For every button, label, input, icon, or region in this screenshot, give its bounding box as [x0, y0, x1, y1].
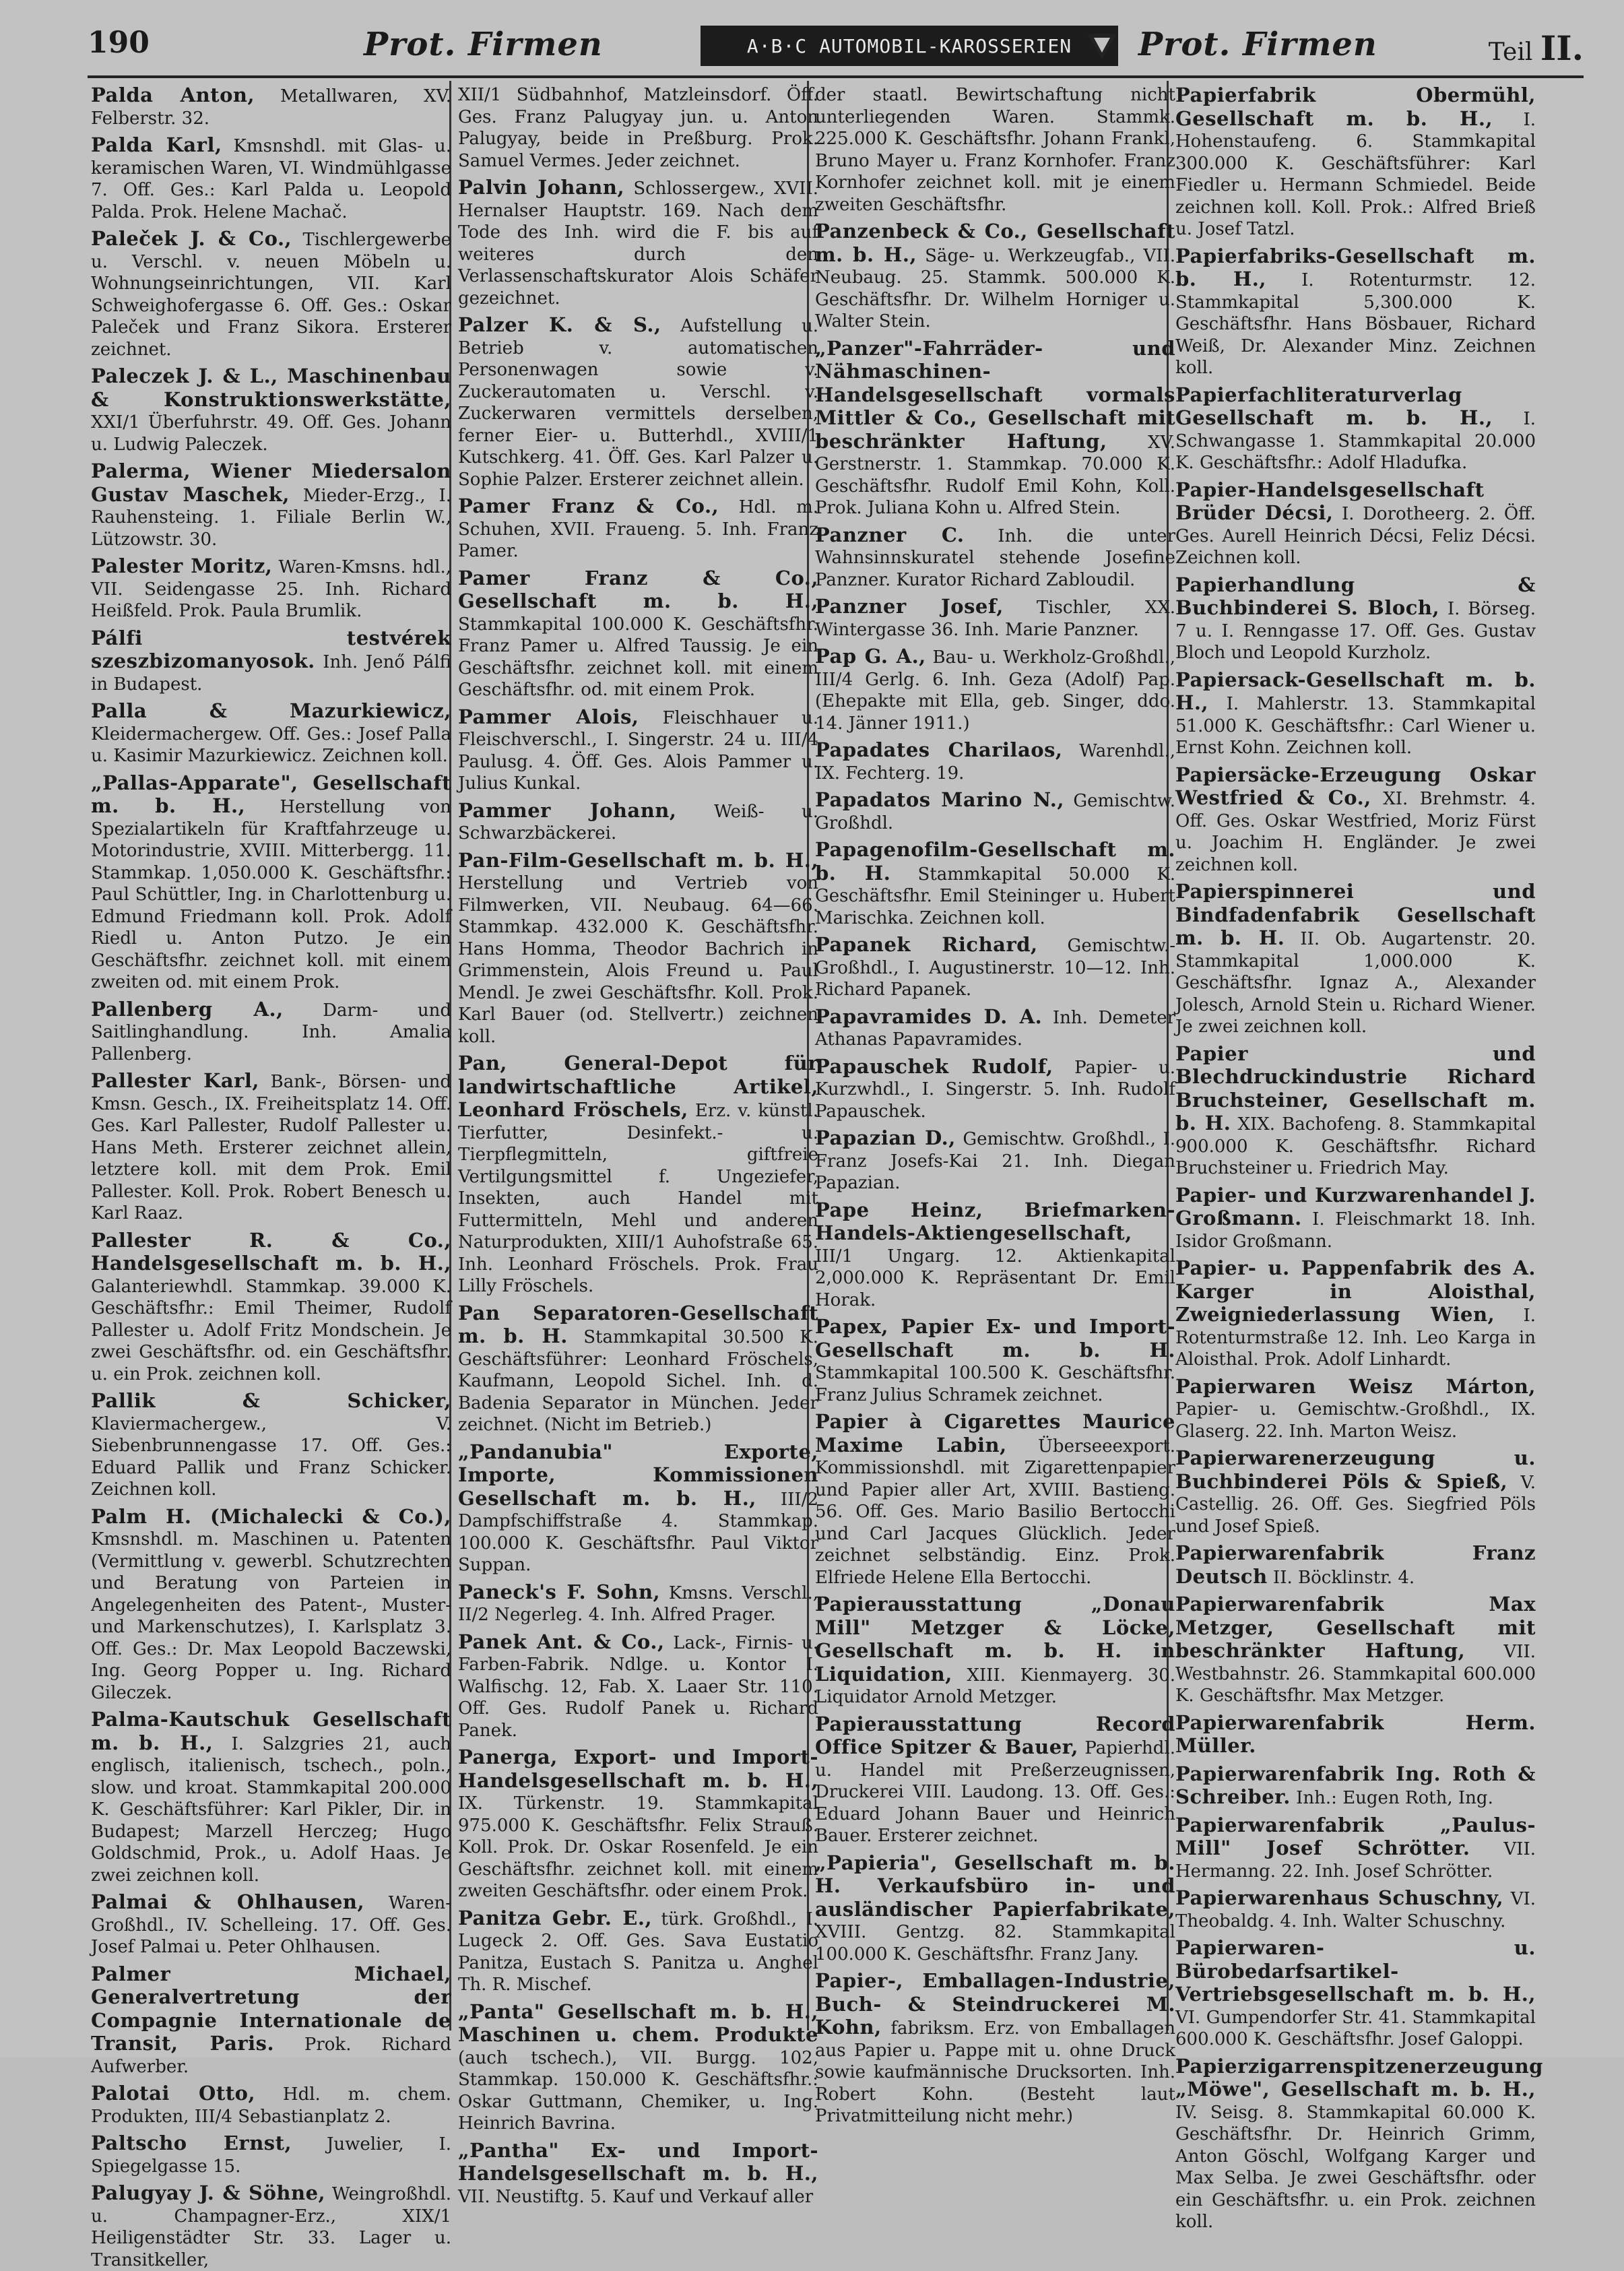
directory-entry	[458, 1581, 818, 1626]
directory-entry	[1175, 1887, 1536, 1932]
firm-details: XIII. Kienmayerg. 30. Liquidator Arnold Metzger.	[815, 1665, 1175, 1707]
directory-entry	[815, 524, 1175, 591]
directory-entry	[815, 338, 1175, 519]
directory-entry	[815, 1852, 1175, 1966]
firm-details: Mieder-Erzg., I. Rauhensteing. 1. Filiale Berlin W., Lützowstr. 30.	[91, 485, 451, 550]
directory-entry	[91, 627, 451, 696]
firm-name: Panek Ant. & Co.,	[458, 1630, 665, 1653]
directory-entry	[458, 177, 818, 309]
firm-name: Pallester R. & Co., Handelsgesellschaft m. b. H.,	[91, 1228, 451, 1275]
firm-name: Papier- und Kurzwarenhandel J. Großmann.	[1175, 1183, 1536, 1229]
directory-entry	[1175, 2054, 1543, 2233]
directory-entry	[458, 1441, 818, 1576]
firm-name: Papierfabrik Obermühl, Gesellschaft m. b. H.,	[1175, 84, 1536, 130]
directory-entry	[91, 1963, 451, 2078]
column-1	[91, 84, 452, 2270]
firm-name: Palerma, Wiener Miedersalon Gustav Maschek,	[91, 459, 451, 506]
directory-entry	[1175, 1763, 1536, 1810]
firm-details: I. Schwangasse 1. Stammkapital 20.000 K. Geschäftsfhr.: Adolf Hladufka.	[1175, 409, 1536, 473]
firm-name: Palugyay J. & Söhne,	[91, 2181, 326, 2204]
directory-entry	[91, 1229, 451, 1386]
directory-entry	[815, 645, 1175, 734]
firm-name: Pape Heinz, Briefmarken-Handels-Aktiengesellschaft,	[815, 1198, 1175, 1244]
firm-details: Hdl. m. chem. Produkten, III/4 Sebastianplatz 2.	[91, 2084, 451, 2127]
firm-details: XII/1 Südbahnhof, Matzleinsdorf. Öff. Ges. Franz Palugyay jun. u. Anton Palugyay, beide in Preßburg. Prok. Samuel Vermes. Jeder zeichnet.	[458, 85, 818, 171]
firm-details: Schlossergew., XVII. Hernalser Hauptstr. 169. Nach dem Tode des Inh. wird die F. bis auf weiteres durch den Verlassenschaftskurator Alois Schäfer gezeichnet.	[458, 179, 818, 309]
directory-entry	[458, 84, 818, 172]
firm-details: I. Börseg. 7 u. I. Renngasse 17. Off. Ges. Gustav Bloch und Leopold Kurzholz.	[1175, 599, 1536, 663]
firm-details: Hdl. m. Schuhen, XVII. Fraueng. 5. Inh. Franz Pamer.	[458, 497, 818, 561]
firm-details: XXI/1 Überfuhrstr. 49. Off. Ges. Johann u. Ludwig Paleczek.	[91, 412, 451, 455]
directory-entry	[91, 1891, 451, 1958]
directory-entry	[1175, 1184, 1536, 1253]
emblem-logo-icon	[1084, 28, 1119, 63]
firm-name: Panzner Josef,	[815, 595, 1004, 618]
firm-details: türk. Großhdl., I. Lugeck 2. Off. Ges. Sava Eustatio Panitza, Eustach S. Panitza u. Anghel Th. R. Mischef.	[458, 1909, 818, 1995]
firm-details: Warenhdl., IX. Fechterg. 19.	[815, 741, 1175, 783]
directory-entry	[1175, 1542, 1536, 1589]
firm-details: VI. Gumpendorfer Str. 41. Stammkapital 600.000 K. Geschäftsfhr. Josef Galoppi.	[1175, 2007, 1536, 2049]
directory-entry	[815, 839, 1175, 929]
directory-entry	[91, 2182, 451, 2271]
directory-entry	[815, 84, 1175, 216]
directory-entry	[815, 1593, 1175, 1708]
directory-entry	[1175, 881, 1536, 1038]
firm-name: Papierhandlung & Buchbinderei S. Bloch,	[1175, 573, 1536, 619]
directory-entry	[91, 1070, 451, 1225]
firm-name: Palda Anton,	[91, 84, 255, 106]
firm-name: Papierwarenerzeugung u. Buchbinderei Pöls & Spieß,	[1175, 1446, 1536, 1493]
directory-entry	[815, 739, 1175, 784]
directory-entry	[458, 1302, 818, 1436]
firm-name: Panitza Gebr. E.,	[458, 1906, 653, 1929]
firm-name: Palma-Kautschuk Gesellschaft m. b. H.,	[91, 1708, 451, 1754]
firm-name: Papiersack-Gesellschaft m. b. H.,	[1175, 668, 1536, 714]
firm-name: Papiersäcke-Erzeugung Oskar Westfried & Co.,	[1175, 763, 1536, 809]
firm-name: Pallester Karl,	[91, 1069, 260, 1092]
firm-details: V. Castellig. 26. Off. Ges. Siegfried Pöls und Josef Spieß.	[1175, 1472, 1536, 1537]
part-indicator	[1489, 28, 1584, 68]
firm-name: Papadates Charilaos,	[815, 738, 1063, 761]
directory-entry	[91, 998, 451, 1066]
firm-name: Palmer Michael, Generalvertretung der Compagnie Internationale de Transit, Paris.	[91, 1962, 451, 2055]
firm-name: „Papieria", Gesellschaft m. b. H. Verkaufsbüro in- und ausländischer Papierfabrikate,	[815, 1851, 1175, 1921]
firm-name: Panzner C.	[815, 523, 965, 546]
firm-details: Gemischtw. Großhdl.	[815, 791, 1176, 833]
firm-details: Herstellung und Vertrieb von Filmwerken, VII. Neubaug. 64—66. Stammkap. 432.000 K. Geschäftsfhr. Hans Homma, Theodor Bachrich in Grimmenstein, Alois Freund u. Paul Mendl. Je zwei Geschäftsfhr. Koll. Prok. Karl Bauer (od. Stellvertr.) zeichnen koll.	[458, 873, 818, 1047]
firm-details: Lack-, Firnis- u. Farben-Fabrik. Ndlge. u. Kontor I. Walfischg. 12, Fab. X. Laaer Str. 110. Off. Ges. Rudolf Panek u. Richard Panek.	[458, 1632, 819, 1741]
directory-entry	[458, 800, 818, 845]
header-rule	[88, 75, 1584, 78]
directory-entry	[91, 460, 451, 550]
firm-details: I. Fleischmarkt 18. Inh. Isidor Großmann.	[1175, 1209, 1536, 1252]
firm-details: Tischler, XX. Wintergasse 36. Inh. Marie Panzner.	[815, 598, 1175, 640]
firm-details: Inh. die unter Wahnsinnskuratel stehende Josefine Panzner. Kurator Richard Zabloudil.	[815, 525, 1175, 590]
firm-details: Kmsnshdl. m. Maschinen u. Patenten (Vermittlung v. gewerbl. Schutzrechten und Beratung von Parteien in Angelegenheiten des Patent-, Muster- und Markenschutzes), I. Karlsplatz 3. Off. Ges.: Dr. Max Leopold Baczewski, Ing. Georg Popper u. Ing. Richard Gileczek.	[91, 1529, 451, 1703]
directory-entry	[815, 1199, 1175, 1312]
directory-entry	[815, 1970, 1175, 2128]
firm-name: Papavramides D. A.	[815, 1004, 1043, 1028]
firm-details: Papier- u. Gemischtw.-Großhdl., IX. Glaserg. 22. Inh. Marton Weisz.	[1175, 1399, 1536, 1442]
firm-details: Säge- u. Werkzeugfab., VII. Neubaug. 25. Stammk. 500.000 K. Geschäftsfhr. Dr. Wilhelm Horniger u. Walter Stein.	[815, 245, 1175, 331]
firm-name: Palotai Otto,	[91, 2082, 256, 2105]
firm-name: Panzenbeck & Co., Gesellschaft m. b. H.,	[815, 220, 1175, 266]
firm-details: Inh. Jenő Pálfi in Budapest.	[91, 652, 452, 695]
directory-entry	[1175, 1593, 1536, 1707]
firm-details: I. Dorotheerg. 2. Öff. Ges. Aurell Heinrich Décsi, Feliz Décsi. Zeichnen koll.	[1175, 504, 1536, 568]
running-head-right: Prot. Firmen	[1138, 26, 1377, 63]
firm-name: Palester Moritz,	[91, 554, 273, 577]
firm-details: Stammkapital 50.000 K. Geschäftsfhr. Emil Steininger u. Hubert Marischka. Zeichnen koll.	[815, 864, 1176, 928]
firm-details: XV. Gerstnerstr. 1. Stammkap. 70.000 K. Geschäftsfhr. Rudolf Emil Kohn, Koll. Prok. Juliana Kohn u. Alfred Stein.	[815, 432, 1175, 518]
directory-entry	[1175, 84, 1536, 241]
part-number: II.	[1540, 28, 1584, 68]
firm-name: Papierwarenfabrik Franz Deutsch	[1175, 1541, 1536, 1588]
directory-entry	[91, 134, 451, 223]
directory-entry	[91, 2082, 451, 2128]
firm-name: Pamer Franz & Co., Gesellschaft m. b. H.,	[458, 566, 818, 612]
firm-details: Gemischtw.-Großhdl., I. Augustinerstr. 10—12. Inh. Richard Papanek.	[815, 936, 1175, 1000]
firm-details: I. Rotenturmstr. 12. Stammkapital 5,300.000 K. Geschäftsfhr. Hans Bösbauer, Richard Weiß, Dr. Alexander Minz. Zeichnen koll.	[1175, 270, 1536, 378]
firm-details: I. Mahlerstr. 13. Stammkapital 51.000 K. Geschäftsfhr.: Carl Wiener u. Ernst Kohn. Zeichnen koll.	[1175, 694, 1536, 758]
firm-details: VII. Westbahnstr. 26. Stammkapital 600.000 K. Geschäftsfhr. Max Metzger.	[1175, 1642, 1536, 1706]
directory-entry	[91, 228, 451, 360]
column-3	[815, 84, 1176, 2126]
directory-entry	[91, 84, 451, 129]
firm-name: „Panta" Gesellschaft m. b. H., Maschinen u. chem. Produkte	[458, 2000, 818, 2046]
firm-name: Palda Karl,	[91, 133, 222, 156]
directory-entry	[458, 1052, 818, 1298]
firm-name: Pammer Johann,	[458, 798, 677, 822]
firm-name: Pálfi testvérek szeszbizomanyosok.	[91, 626, 451, 672]
firm-details: IV. Seisg. 8. Stammkapital 60.000 K. Geschäftsfhr. Dr. Heinrich Grimm, Anton Göschl, Wolfgang Karger und Max Selba. Je zwei Geschäftsfhr. oder ein Geschäftsfhr. u. ein Prok. zeichnen koll.	[1175, 2102, 1536, 2232]
page-header	[88, 26, 1584, 73]
directory-entry	[91, 2132, 451, 2177]
directory-entry	[1175, 1814, 1536, 1883]
directory-entry	[815, 596, 1175, 641]
column-2	[458, 84, 819, 2207]
firm-details: der staatl. Bewirtschaftung nicht unterliegenden Waren. Stammk. 225.000 K. Geschäftsfhr. Johann Frankl, Bruno Mayer u. Franz Kornhofer. Franz Kornhofer zeichnet koll. mit je einem zweiten Geschäftsfhr.	[815, 85, 1175, 215]
firm-details: Klaviermachergew., V. Siebenbrunnengasse 17. Off. Ges.: Eduard Pallik und Franz Schicker. Zeichnen koll.	[91, 1413, 451, 1500]
advertising-banner: A·B·C AUTOMOBIL-KAROSSERIEN	[701, 26, 1118, 66]
directory-entry	[815, 1316, 1175, 1406]
firm-details: XIX. Bachofeng. 8. Stammkapital 900.000 K. Geschäftsfhr. Richard Bruchsteiner u. Friedrich May.	[1175, 1114, 1536, 1178]
firm-name: Papier- u. Pappenfabrik des A. Karger in Aloisthal, Zweigniederlassung Wien,	[1175, 1256, 1536, 1326]
firm-details: Papier- u. Kurzwhdl., I. Singerstr. 5. Inh. Rudolf Papauschek.	[815, 1057, 1176, 1122]
firm-name: Papanek Richard,	[815, 933, 1038, 956]
firm-details: Kmsnshdl. mit Glas- u. keramischen Waren, VI. Windmühlgasse 7. Off. Ges.: Karl Palda u. Leopold Palda. Prok. Helene Machač.	[91, 136, 451, 222]
firm-details: Inh. Demeter Athanas Papavramides.	[815, 1007, 1176, 1050]
directory-entry	[815, 220, 1175, 333]
firm-name: Palmai & Ohlhausen,	[91, 1890, 365, 1913]
firm-name: Papier à Cigarettes Maurice Maxime Labin,	[815, 1410, 1175, 1457]
firm-name: Paleczek J. & L., Maschinenbau & Konstruktionswerkstätte,	[91, 364, 451, 411]
firm-details: VI. Theobaldg. 4. Inh. Walter Schuschny.	[1175, 1889, 1536, 1931]
directory-entry	[815, 1411, 1175, 1589]
firm-details: Stammkapital 30.500 K. Geschäftsführer: Leonhard Fröschels, Kaufmann, Leopold Sichel. Inh. d. Badenia Separator in München. Jeder zeichnet. (Nicht im Betrieb.)	[458, 1327, 819, 1435]
firm-details: Bau- u. Werkholz-Großhdl., III/4 Gerlg. 6. Inh. Geza (Adolf) Pap. (Ehepakte mit Ella, geb. Singer, ddo. 14. Jänner 1911.)	[815, 647, 1175, 734]
firm-details: I. Rotenturmstraße 12. Inh. Leo Karga in Aloisthal. Prok. Adolf Linhardt.	[1175, 1306, 1536, 1370]
firm-name: Papier-, Emballagen-Industrie, Buch- & Steindruckerei M. Kohn,	[815, 1969, 1175, 2039]
page-number: 190	[88, 26, 150, 60]
firm-name: Pammer Alois,	[458, 705, 639, 728]
firm-details: IX. Türkenstr. 19. Stammkapital 975.000 K. Geschäftsfhr. Felix Strauß. Koll. Prok. Dr. Oskar Rosenfeld. Je ein Geschäftsfhr. zeichnet koll. mit einem zweiten Geschäftsfhr. oder einem Prok.	[458, 1793, 818, 1901]
directory-entry	[1175, 1376, 1536, 1443]
firm-details: Waren-Kmsns. hdl., VII. Seidengasse 25. Inh. Richard Heißfeld. Prok. Paula Brumlik.	[91, 557, 451, 621]
firm-details: (auch tschech.), VII. Burgg. 102, Stammkap. 150.000 K. Geschäftsfhr.: Oskar Guttmann, Chemiker, u. Ing. Heinrich Bavrina.	[458, 2047, 818, 2134]
directory-entry	[458, 2001, 818, 2135]
directory-entry	[91, 700, 451, 767]
firm-details: VII. Hermanng. 22. Inh. Josef Schrötter.	[1175, 1839, 1536, 1882]
firm-name: Papier-Handelsgesellschaft Brüder Décsi,	[1175, 478, 1485, 524]
firm-details: III/2 Dampfschiffstraße 4. Stammkap. 100.000 K. Geschäftsfhr. Paul Viktor Suppan.	[458, 1489, 818, 1575]
firm-name: Pamer Franz & Co.,	[458, 494, 719, 517]
firm-details: Inh.: Eugen Roth, Ing.	[1296, 1788, 1493, 1808]
firm-name: Paleček J. & Co.,	[91, 227, 292, 250]
firm-name: Papierwarenfabrik Max Metzger, Gesellschaft mit beschränkter Haftung,	[1175, 1593, 1536, 1662]
firm-name: „Pantha" Ex- und Import-Handelsgesellschaft m. b. H.,	[458, 2138, 818, 2185]
directory-entry	[458, 850, 818, 1048]
firm-details: VII. Neustiftg. 5. Kauf und Verkauf aller	[458, 2186, 814, 2207]
directory-entry	[91, 772, 451, 994]
directory-entry	[815, 1127, 1175, 1194]
directory-entry	[1175, 764, 1536, 876]
firm-name: „Pandanubia" Exporte, Importe, Kommissionen Gesellschaft m. b. H.,	[458, 1440, 818, 1510]
directory-entry	[1175, 1447, 1536, 1537]
firm-name: Papierwarenfabrik Herm. Müller.	[1175, 1710, 1536, 1757]
firm-name: Papierausstattung Record Office Spitzer & Bauer,	[815, 1712, 1175, 1758]
directory-entry	[458, 314, 818, 490]
firm-details: II. Ob. Augartenstr. 20. Stammkapital 1,000.000 K. Geschäftsfhr. Ignaz A., Alexander Jolesch, Arnold Stein u. Richard Wiener. Je zwei zeichnen koll.	[1175, 929, 1536, 1037]
directory-entry	[815, 1006, 1175, 1051]
firm-details: Kleidermachergew. Off. Ges.: Josef Palla u. Kasimir Mazurkiewicz. Zeichnen koll.	[91, 724, 451, 766]
firm-details: Stammkapital 100.000 K. Geschäftsfhr. Franz Pamer u. Alfred Taussig. Je ein Geschäftsfhr. zeichnet koll. mit einem Geschäftsfhr. od. mit einem Prok.	[458, 614, 818, 700]
directory-entry	[1175, 1712, 1536, 1758]
firm-name: Papierwarenhaus Schuschny,	[1175, 1886, 1504, 1909]
firm-details: fabriksm. Erz. von Emballagen aus Papier u. Pappe mit u. ohne Druck sowie kaufmännische Drucksorten. Inh. Robert Kohn. (Besteht laut Privatmitteilung nicht mehr.)	[815, 2018, 1176, 2126]
firm-name: Pan Separatoren-Gesellschaft m. b. H.	[458, 1301, 818, 1347]
directory-entry	[815, 934, 1175, 1001]
directory-entry	[91, 365, 451, 455]
directory-entry	[91, 555, 451, 622]
firm-name: Pan-Film-Gesellschaft m. b. H.,	[458, 848, 818, 872]
directory-entry	[1175, 574, 1536, 664]
firm-details: Juwelier, I. Spiegelgasse 15.	[91, 2134, 451, 2177]
firm-details: Waren-Großhdl., IV. Schelleing. 17. Off. Ges. Josef Palmai u. Peter Ohlhausen.	[91, 1893, 451, 1957]
firm-details: Weiß- u. Schwarzbäckerei.	[458, 801, 819, 843]
directory-entry	[1175, 669, 1536, 759]
firm-name: Palla & Mazurkiewicz,	[91, 699, 451, 722]
running-head-left: Prot. Firmen	[364, 26, 603, 63]
firm-details: Herstellung von Spezialartikeln für Kraftfahrzeuge u. Motorindustrie, XVIII. Mitterbergg. 11. Stammkap. 1,050.000 K. Geschäftsfhr.: Paul Schüttler, Ing. in Charlottenburg u. Edmund Friedmann koll. Prok. Adolf Riedl u. Anton Putzo. Je ein Geschäftsfhr. zeichnet koll. mit einem zweiten od. mit einem Prok.	[91, 797, 451, 992]
directory-entry	[1175, 1043, 1536, 1180]
firm-name: Papadatos Marino N.,	[815, 788, 1064, 811]
directory-entry	[91, 1390, 451, 1501]
firm-details: XVIII. Gentzg. 82. Stammkapital 100.000 K. Geschäftsfhr. Franz Jany.	[815, 1922, 1175, 1964]
directory-entry	[1175, 245, 1536, 379]
directory-entry	[1175, 384, 1536, 474]
firm-name: Pap G. A.,	[815, 645, 926, 668]
directory-entry	[815, 1056, 1175, 1123]
part-label: Teil	[1488, 38, 1533, 66]
firm-details: Metallwaren, XV. Felberstr. 32.	[91, 86, 451, 129]
firm-name: Papierwarenfabrik „Paulus-Mill" Josef Schrötter.	[1175, 1813, 1536, 1859]
firm-name: Papierwaren- u. Bürobedarfsartikel-Vertriebsgesellschaft m. b. H.,	[1175, 1936, 1536, 2006]
directory-entry	[458, 2140, 818, 2208]
firm-name: „Pallas-Apparate", Gesellschaft m. b. H.,	[91, 771, 451, 817]
firm-name: Papierwarenfabrik Ing. Roth & Schreiber.	[1175, 1762, 1536, 1808]
directory-entry	[1175, 479, 1536, 569]
firm-details: Fleischhauer u. Fleischverschl., I. Singerstr. 24 u. III/4 Paulusg. 4. Öff. Ges. Alois Pammer u. Julius Kunkal.	[458, 707, 818, 794]
firm-name: Palm H. (Michalecki & Co.),	[91, 1504, 451, 1528]
firm-details: Stammkapital 100.500 K. Geschäftsfhr. Franz Julius Schramek zeichnet.	[815, 1363, 1175, 1405]
firm-details: Prok. Richard Aufwerber.	[91, 2035, 451, 2077]
firm-name: Papierfabriks-Gesellschaft m. b. H.,	[1175, 244, 1536, 290]
firm-name: Papier und Blechdruckindustrie Richard Bruchsteiner, Gesellschaft m. b. H.	[1175, 1042, 1536, 1134]
firm-name: Papierausstattung „Donau Mill" Metzger & Löcke, Gesellschaft m. b. H. in Liquidation,	[815, 1593, 1175, 1686]
firm-details: XI. Brehmstr. 4. Off. Ges. Oskar Westfried, Moriz Fürst u. Joachim H. Engländer. Je zwei zeichnen koll.	[1175, 789, 1536, 875]
firm-name: Paneck's F. Sohn,	[458, 1580, 661, 1603]
firm-name: Papierfachliteraturverlag Gesellschaft m. b. H.,	[1175, 383, 1493, 429]
directory-entry	[815, 1713, 1175, 1847]
directory-entry	[458, 1907, 818, 1996]
firm-name: Papauschek Rudolf,	[815, 1054, 1053, 1078]
firm-details: Papierhdl. u. Handel mit Preßerzeugnissen, Druckerei VIII. Laudong. 13. Off. Ges.: Eduard Johann Bauer und Heinrich Bauer. Ersterer zeichnet.	[815, 1738, 1175, 1846]
directory-entry	[91, 1708, 451, 1886]
directory-entry	[91, 1506, 451, 1704]
firm-details: Gemischtw. Großhdl., I. Franz Josefs-Kai 21. Inh. Diegan Papazian.	[815, 1129, 1175, 1193]
firm-details: Aufstellung u. Betrieb v. automatischen Personenwagen sowie v. Zuckerautomaten u. Verschl. v. Zuckerwaren vermittels derselben, ferner Eier- u. Butterhdl., XVIII/1 Kutschkerg. 41. Öff. Ges. Karl Palzer u. Sophie Palzer. Ersterer zeichnet allein.	[458, 316, 818, 490]
firm-details: Überseeexport. Kommissionshdl. mit Zigarettenpapier und Papier aller Art, XVIII. Bastieng. 56. Off. Ges. Mario Basilio Bertocchi und Carl Jacques Glücklich. Jeder zeichnet selbständig. Einz. Prok. Elfriede Helene Ella Bertocchi.	[815, 1436, 1175, 1588]
firm-name: Paltscho Ernst,	[91, 2132, 292, 2154]
firm-details: Galanteriewhdl. Stammkap. 39.000 K. Geschäftsfhr.: Emil Theimer, Rudolf Pallester u. Adolf Fritz Mondschein. Je zwei Geschäftsfhr. od. ein Geschäftsfhr. u. ein Prok. zeichnen koll.	[91, 1276, 451, 1384]
firm-name: Papierwaren Weisz Márton,	[1175, 1374, 1536, 1398]
firm-details: Bank-, Börsen- und Kmsn. Gesch., IX. Freiheitsplatz 14. Off. Ges. Karl Pallester, Rudolf Pallester u. Hans Meth. Ersterer zeichnet allein, letztere koll. mit dem Prok. Emil Pallester. Koll. Prok. Robert Benesch u. Karl Raaz.	[91, 1072, 451, 1223]
directory-entry	[815, 789, 1175, 834]
directory-entry	[458, 1631, 818, 1742]
firm-name: Papierzigarrenspitzenerzeugung „Möwe", Gesellschaft m. b. H.,	[1175, 2054, 1543, 2101]
directory-entry	[458, 495, 818, 563]
firm-name: Papex, Papier Ex- und Import-Gesellschaft m. b. H.	[815, 1315, 1175, 1362]
firm-name: Papazian D.,	[815, 1126, 956, 1149]
firm-details: Kmsns. Verschl., II/2 Negerleg. 4. Inh. Alfred Prager.	[458, 1582, 818, 1625]
directory-entry	[1175, 1937, 1536, 2051]
firm-name: Pallenberg A.,	[91, 997, 284, 1021]
firm-details: II. Böcklinstr. 4.	[1272, 1567, 1415, 1588]
firm-details: Tischlergewerbe u. Verschl. v. neuen Möbeln u. Wohnungseinrichtungen, VII. Karl Schweighofergasse 6. Off. Ges.: Oskar Paleček und Franz Sikora. Ersterer zeichnet.	[91, 230, 452, 360]
firm-details: Darm- und Saitlinghandlung. Inh. Amalia Pallenberg.	[91, 1000, 451, 1064]
firm-name: „Panzer"-Fahrräder- und Nähmaschinen-Handelsgesellschaft vormals Mittler & Co., Gesellschaft mit beschränkter Haftung,	[815, 336, 1175, 453]
firm-name: Papagenofilm-Gesellschaft m. b. H.	[815, 838, 1175, 885]
firm-details: Erz. v. künstl. Tierfutter, Desinfekt.- u. Tierpflegmitteln, giftfreie Vertilgungsmittel f. Ungeziefer, Insekten, auch Handel mit Futtermitteln, Mehl und anderen Naturprodukten, XIII/1 Auhofstraße 65. Inh. Leonhard Fröschels. Prok. Frau Lilly Fröschels.	[458, 1101, 818, 1296]
firm-name: Papierspinnerei und Bindfadenfabrik Gesellschaft m. b. H.	[1175, 880, 1536, 949]
directory-entry	[458, 706, 818, 795]
firm-name: Pan, General-Depot für landwirtschaftliche Artikel, Leonhard Fröschels,	[458, 1052, 818, 1121]
firm-name: Pallik & Schicker,	[91, 1389, 451, 1412]
firm-name: Palvin Johann,	[458, 176, 625, 199]
firm-details: III/1 Ungarg. 12. Aktienkapital 2,000.000 K. Repräsentant Dr. Emil Horak.	[815, 1246, 1175, 1310]
firm-name: Palzer K. & S.,	[458, 313, 661, 336]
directory-entry	[458, 567, 818, 701]
directory-entry	[458, 1746, 818, 1902]
directory-entry	[1175, 1257, 1536, 1371]
firm-name: Panerga, Export- und Import-Handelsgesellschaft m. b. H.,	[458, 1746, 818, 1792]
firm-details: I. Hohenstaufeng. 6. Stammkapital 300.000 K. Geschäftsführer: Karl Fiedler u. Hermann Schmiedel. Beide zeichnen koll. Koll. Prok.: Alfred Brieß u. Josef Tatzl.	[1175, 109, 1536, 239]
firm-details: I. Salzgries 21, auch englisch, italienisch, tschech., poln., slow. und kroat. Stammkapital 200.000 K. Geschäftsführer: Karl Pikler, Dir. in Budapest; Marzell Herczeg; Hugo Goldschmid, Prok., u. Adolf Haas. Je zwei zeichnen koll.	[91, 1733, 451, 1886]
column-4	[1175, 84, 1543, 2232]
firm-details: Weingroßhdl. u. Champagner-Erz., XIX/1 Heiligenstädter Str. 33. Lager u. Transitkeller,	[91, 2184, 451, 2270]
